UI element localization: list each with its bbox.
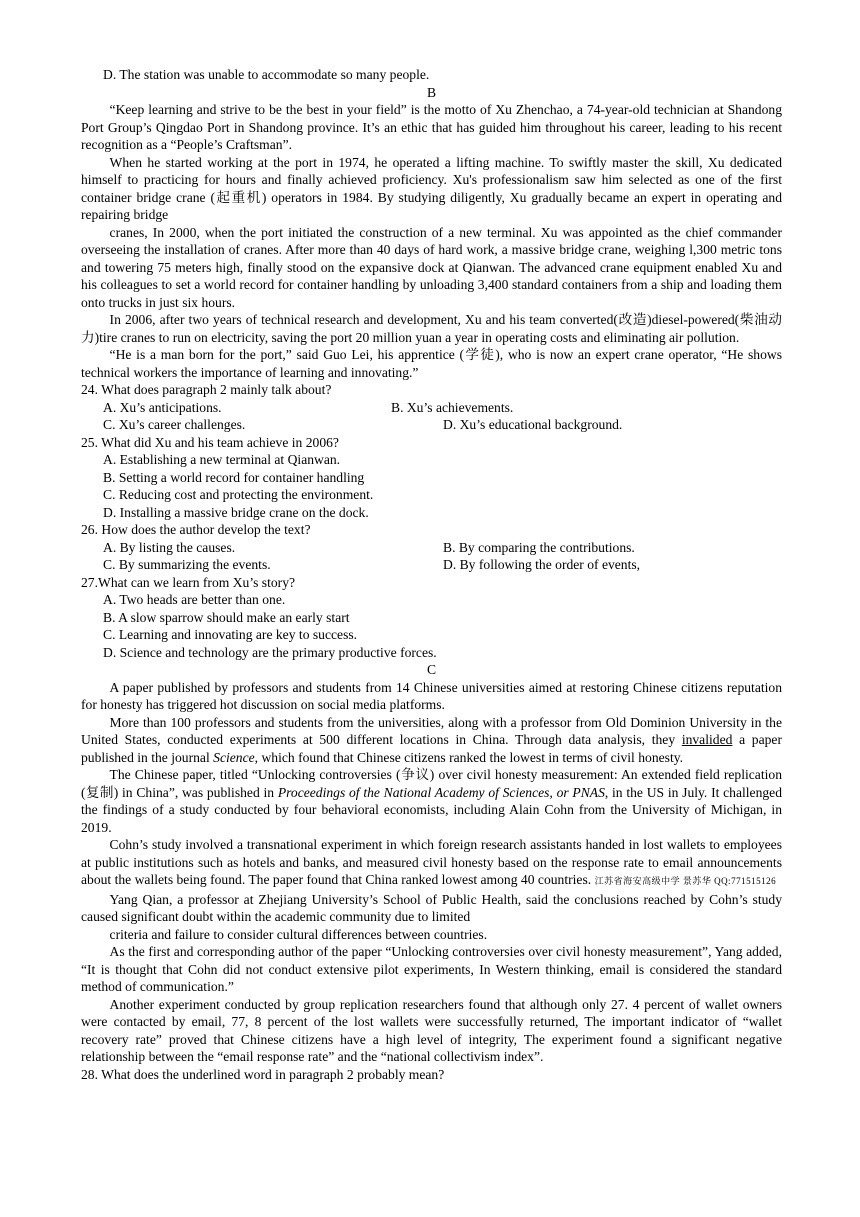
q26-option-c: C. By summarizing the events. bbox=[103, 557, 271, 572]
c-paragraph-2: More than 100 professors and students from the universities, along with a professor from Old Dominion University in the United States, conducted experiments at 500 different locations in China. Through data analysis, they invalided a paper published in the journal Science, which found that Chinese citizens ranked the lowest in terms of civil honesty. bbox=[81, 714, 782, 765]
c-paragraph-8: Another experiment conducted by group replication researchers found that although only 27. 4 percent of wallet owners were contacted by email, 77, 8 percent of the lost wallets were successfully returned, The important indicator of “wallet recovery rate” proved that Chinese citizens have a high level of integrity, The experiment found a significant negative relationship between the “email response rate” and the “national collectivism index”. bbox=[81, 996, 782, 1064]
q27-option-b: B. A slow sparrow should make an early start bbox=[103, 609, 350, 625]
option-d-previous: D. The station was unable to accommodate so many people. bbox=[103, 67, 430, 82]
journal-name: Science bbox=[213, 749, 255, 765]
q25-option-c: C. Reducing cost and protecting the environment. bbox=[103, 487, 374, 502]
q27-option-c: C. Learning and innovating are key to success. bbox=[103, 627, 358, 642]
q27-option-a: A. Two heads are better than one. bbox=[103, 592, 286, 607]
c-paragraph-4: Cohn’s study involved a transnational experiment in which foreign research assistants handed in lost wallets to employees at public institutions such as hotels and banks, and measured civil honesty based on the response rate to email announcements about the wallets being found. The paper found that China ranked lowest among 40 countries. 江苏省海安高级中学 景苏华 QQ:771515126 bbox=[81, 837, 782, 887]
b-paragraph-3: cranes, In 2000, when the port initiated the construction of a new terminal. Xu was appointed as the chief commander overseeing the installation of cranes. After more than 40 days of hard work, a massive bridge crane, weighing l,300 metric tons and towering 75 meters high, finally stood on the expansive dock at Qianwan. The advanced crane equipment enabled Xu and his colleagues to set a world record for container handling by unloading 3,400 standard containers from a ship and loading them onto trucks in just six hours. bbox=[81, 224, 782, 310]
question-26: 26. How does the author develop the text? bbox=[81, 522, 311, 537]
q25-option-d: D. Installing a massive bridge crane on the dock. bbox=[103, 504, 369, 520]
c-paragraph-1: A paper published by professors and students from 14 Chinese universities aimed at restoring Chinese citizens reputation for honesty has triggered hot discussion on social media platforms. bbox=[81, 679, 782, 712]
q24-option-b: B. Xu’s achievements. bbox=[391, 399, 514, 415]
q24-option-a: A. Xu’s anticipations. bbox=[103, 399, 222, 415]
q27-option-d: D. Science and technology are the primary productive forces. bbox=[103, 644, 437, 660]
section-b-label: B bbox=[426, 84, 437, 100]
question-28: 28. What does the underlined word in paragraph 2 probably mean? bbox=[81, 1066, 445, 1082]
watermark-text: 江苏省海安高级中学 景苏华 QQ:771515126 bbox=[594, 876, 777, 886]
section-c-label: C bbox=[426, 662, 437, 677]
b-paragraph-4: In 2006, after two years of technical research and development, Xu and his team converted(改造)diesel-powered(柴油动力)tire cranes to run on electricity, saving the port 20 million yuan a year in operating costs and eliminating air pollution. bbox=[81, 312, 782, 345]
question-24: 24. What does paragraph 2 mainly talk about? bbox=[81, 382, 332, 397]
c-paragraph-5: Yang Qian, a professor at Zhejiang University’s School of Public Health, said the conclusions reached by Cohn’s study caused significant doubt within the academic community due to limited bbox=[81, 891, 782, 924]
q24-option-d: D. Xu’s educational background. bbox=[443, 417, 623, 432]
q25-option-a: A. Establishing a new terminal at Qianwan. bbox=[103, 452, 341, 467]
pnas-journal-name: Proceedings of the National Academy of Sciences, or PNAS bbox=[277, 784, 605, 800]
c-paragraph-6: criteria and failure to consider cultural differences between countries. bbox=[109, 926, 488, 942]
question-27: 27.What can we learn from Xu’s story? bbox=[81, 574, 296, 590]
underlined-word: invalided bbox=[681, 732, 733, 747]
c-paragraph-7: As the first and corresponding author of the paper “Unlocking controversies over civil honesty measurement”, Yang added, “It is thought that Cohn did not conduct extensive pilot experiments, In Western thinking, email is considered the standard method of communication.” bbox=[81, 944, 782, 994]
b-paragraph-1: “Keep learning and strive to be the best in your field” is the motto of Xu Zhenchao, a 74-year-old technician at Shandong Port Group’s Qingdao Port in Shandong province. It’s an ethic that has guided him throughout his career, leading to his recent recognition as a “People’s Craftsman”. bbox=[81, 102, 782, 152]
exam-page bbox=[81, 66, 782, 1083]
b-paragraph-2: When he started working at the port in 1974, he operated a lifting machine. To swiftly master the skill, Xu dedicated himself to practicing for hours and finally achieved proficiency. Xu's professionalism saw him selected as one of the first container bridge crane (起重机) operators in 1984. By studying diligently, Xu gradually became an expert in operating and repairing bridge bbox=[81, 154, 782, 222]
q26-option-d: D. By following the order of events, bbox=[443, 557, 641, 572]
question-25: 25. What did Xu and his team achieve in 2006? bbox=[81, 434, 339, 450]
b-paragraph-5: “He is a man born for the port,” said Guo Lei, his apprentice (学徒), who is now an expert crane operator, “He shows technical workers the importance of learning and innovating.” bbox=[81, 347, 782, 380]
q26-option-b: B. By comparing the contributions. bbox=[443, 539, 635, 555]
c-paragraph-3: The Chinese paper, titled “Unlocking controversies (争议) over civil honesty measurement: An extended field replication (复制) in China”, was published in Proceedings of the National Academy of Sciences, or PNAS, in the US in July. It challenged the findings of a study conducted by four behavioral economists, including Alain Cohn from the University of Michigan, in 2019. bbox=[81, 767, 782, 835]
q24-option-c: C. Xu’s career challenges. bbox=[103, 417, 246, 432]
q26-option-a: A. By listing the causes. bbox=[103, 539, 236, 555]
q25-option-b: B. Setting a world record for container handling bbox=[103, 469, 365, 485]
